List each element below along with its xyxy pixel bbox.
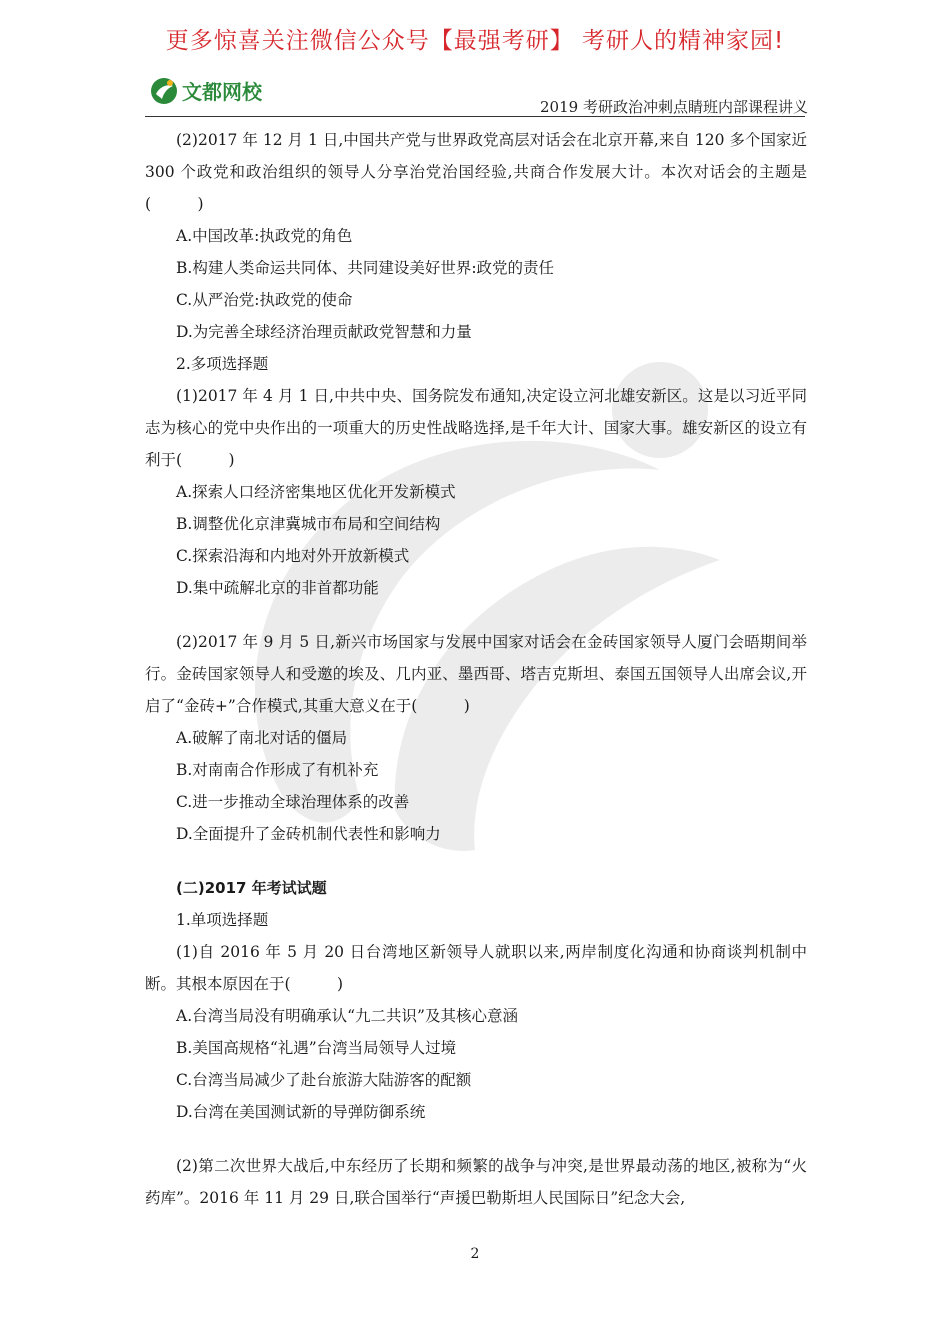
document-body: [145, 124, 807, 1214]
option-b: B.对南南合作形成了有机补充: [176, 761, 379, 779]
page-number: 2: [470, 1246, 480, 1262]
logo: [150, 76, 262, 105]
option-c: C.从严治党:执政党的使命: [176, 291, 353, 309]
option-c: C.台湾当局减少了赴台旅游大陆游客的配额: [176, 1071, 472, 1089]
spacer: [145, 850, 807, 872]
option-a: A.探索人口经济密集地区优化开发新模式: [176, 483, 456, 501]
section-heading: (二)2017 年考试试题: [176, 879, 327, 897]
option-c: C.进一步推动全球治理体系的改善: [176, 793, 410, 811]
logo-text: 文都网校: [182, 80, 262, 104]
spacer: [145, 604, 807, 626]
option-d: D.台湾在美国测试新的导弹防御系统: [176, 1103, 426, 1121]
option-b: B.美国高规格“礼遇”台湾当局领导人过境: [176, 1039, 457, 1057]
spacer: [145, 1128, 807, 1150]
logo-mark-icon: [150, 77, 178, 105]
subsection-heading: 2.多项选择题: [176, 355, 269, 373]
option-a: A.中国改革:执政党的角色: [176, 227, 353, 245]
header-divider: [145, 116, 805, 117]
question-stem: (2)2017 年 12 月 1 日,中国共产党与世界政党高层对话会在北京开幕,来自 120 多个国家近 300 个政党和政治组织的领导人分享治党治国经验,共商合作发展大计。本次对话会的主题是( ): [145, 131, 807, 213]
option-b: B.构建人类命运共同体、共同建设美好世界:政党的责任: [176, 259, 555, 277]
option-b: B.调整优化京津冀城市布局和空间结构: [176, 515, 441, 533]
promo-banner: 更多惊喜关注微信公众号【最强考研】 考研人的精神家园!: [165, 28, 785, 54]
question-stem: (1)自 2016 年 5 月 20 日台湾地区新领导人就职以来,两岸制度化沟通和协商谈判机制中断。其根本原因在于( ): [145, 943, 807, 993]
subsection-heading: 1.单项选择题: [176, 911, 269, 929]
option-c: C.探索沿海和内地对外开放新模式: [176, 547, 410, 565]
option-d: D.为完善全球经济治理贡献政党智慧和力量: [176, 323, 472, 341]
option-a: A.台湾当局没有明确承认“九二共识”及其核心意涵: [176, 1007, 518, 1025]
option-d: D.集中疏解北京的非首都功能: [176, 579, 379, 597]
question-stem: (2)第二次世界大战后,中东经历了长期和频繁的战争与冲突,是世界最动荡的地区,被称为“火药库”。2016 年 11 月 29 日,联合国举行“声援巴勒斯坦人民国际日”纪念大会,: [145, 1157, 807, 1207]
option-d: D.全面提升了金砖机制代表性和影响力: [176, 825, 441, 843]
option-a: A.破解了南北对话的僵局: [176, 729, 348, 747]
question-stem: (1)2017 年 4 月 1 日,中共中央、国务院发布通知,决定设立河北雄安新区。这是以习近平同志为核心的党中央作出的一项重大的历史性战略选择,是千年大计、国家大事。雄安新区的设立有利于( ): [145, 387, 807, 469]
document-subtitle: 2019 考研政治冲刺点睛班内部课程讲义: [540, 98, 808, 116]
question-stem: (2)2017 年 9 月 5 日,新兴市场国家与发展中国家对话会在金砖国家领导人厦门会晤期间举行。金砖国家领导人和受邀的埃及、几内亚、墨西哥、塔吉克斯坦、泰国五国领导人出席会议,开启了“金砖+”合作模式,其重大意义在于( ): [145, 633, 807, 715]
